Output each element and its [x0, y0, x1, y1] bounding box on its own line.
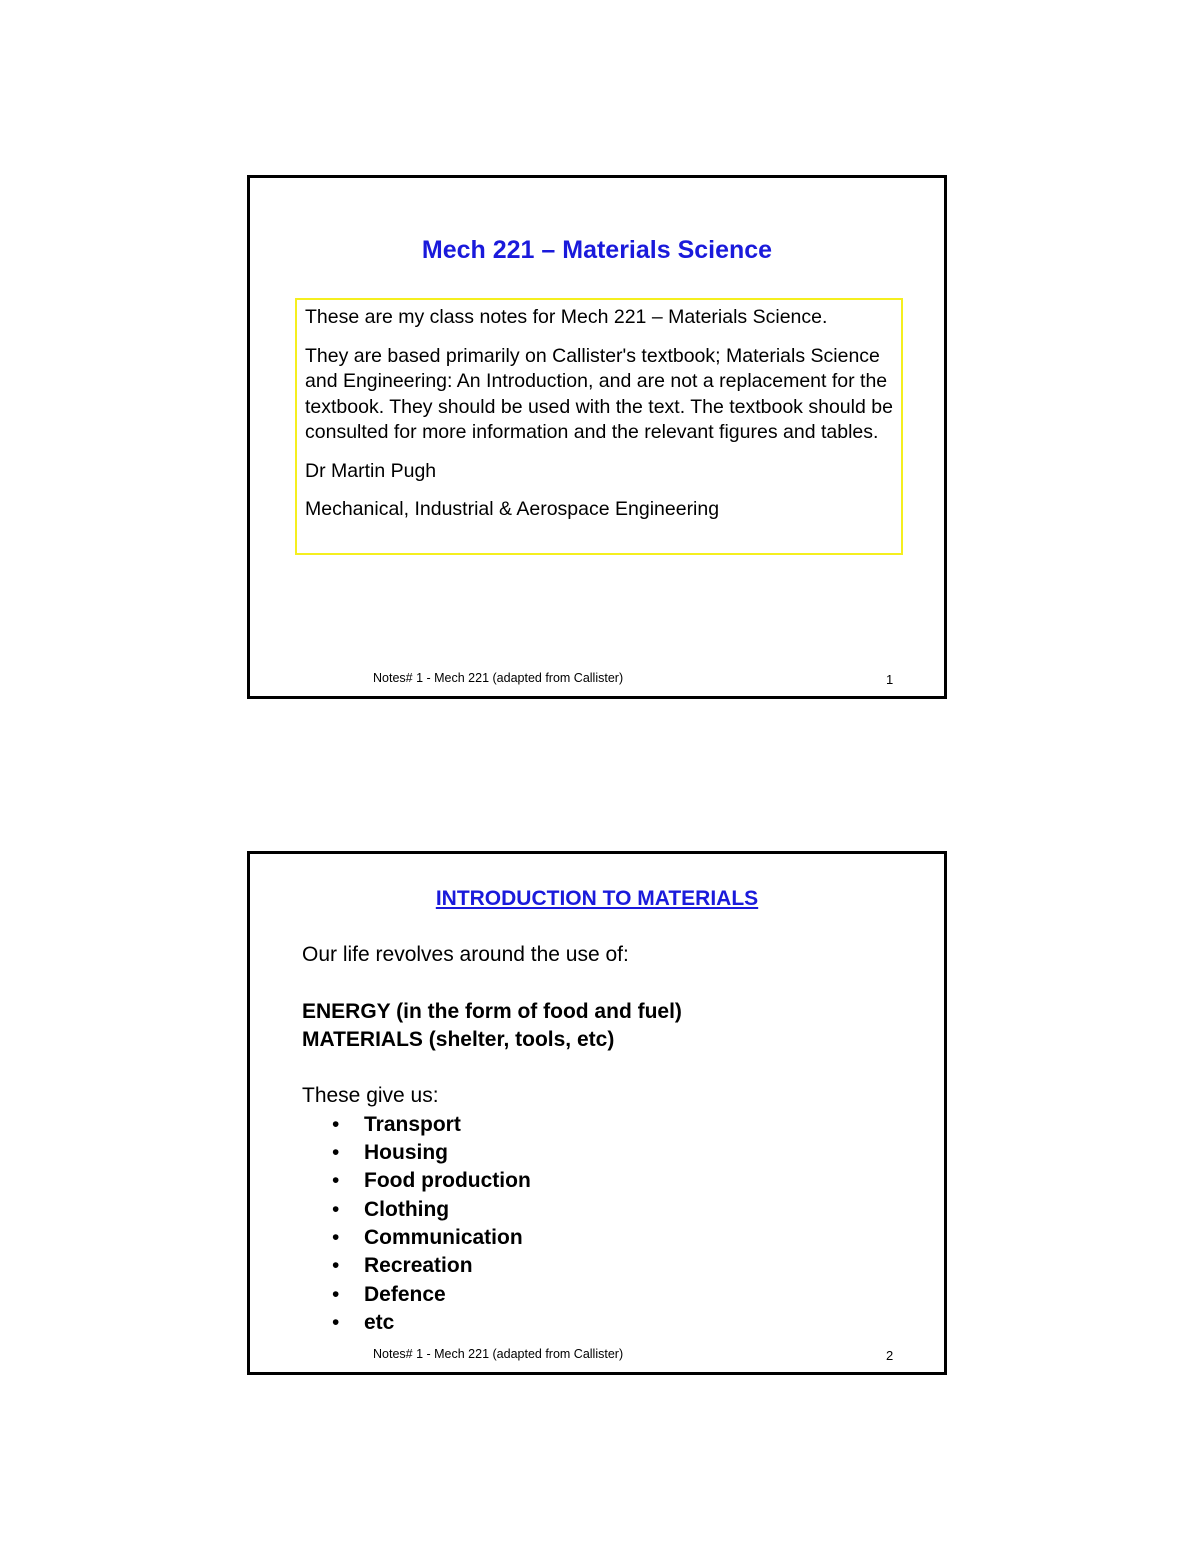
list-item	[332, 1224, 682, 1252]
list-item	[332, 1111, 682, 1139]
bullet-icon: •	[332, 1225, 340, 1249]
intro-line: Our life revolves around the use of:	[302, 943, 629, 966]
list-item	[332, 1196, 682, 1224]
slide-2-content	[302, 941, 682, 1337]
bullet-icon: •	[332, 1197, 340, 1221]
list-item	[332, 1252, 682, 1280]
list-item	[332, 1281, 682, 1309]
slide-1-page-number: 1	[886, 672, 894, 687]
list-item-label: Housing	[364, 1141, 448, 1165]
list-item-label: Communication	[364, 1225, 523, 1249]
bullet-icon: •	[332, 1310, 340, 1334]
slide-2-title: INTRODUCTION TO MATERIALS	[435, 887, 759, 910]
bullet-icon: •	[332, 1282, 340, 1306]
list-item-label: etc	[364, 1310, 395, 1334]
list-item	[332, 1139, 682, 1167]
list-item-label: Transport	[364, 1112, 461, 1136]
list-item	[332, 1309, 682, 1337]
spacer	[302, 969, 682, 997]
intro-text-box	[295, 298, 903, 555]
slide-2-footer: Notes# 1 - Mech 221 (adapted from Callister)	[373, 1347, 624, 1361]
author-name: Dr Martin Pugh	[305, 459, 437, 482]
give-line: These give us:	[302, 1084, 439, 1108]
energy-line: ENERGY (in the form of food and fuel)	[302, 999, 682, 1023]
list-item-label: Recreation	[364, 1254, 473, 1278]
slide-1-footer: Notes# 1 - Mech 221 (adapted from Callister)	[373, 671, 624, 685]
list-item-label: Food production	[364, 1169, 531, 1193]
materials-line: MATERIALS (shelter, tools, etc)	[302, 1027, 615, 1051]
bullet-icon: •	[332, 1254, 340, 1278]
slide-1-title: Mech 221 – Materials Science	[421, 236, 773, 264]
slide-2	[247, 851, 947, 1375]
bullet-icon: •	[332, 1169, 340, 1193]
list-item-label: Clothing	[364, 1197, 450, 1221]
bullet-icon: •	[332, 1112, 340, 1136]
benefits-list	[302, 1111, 682, 1337]
spacer	[302, 1054, 682, 1082]
intro-paragraph-1: These are my class notes for Mech 221 – Materials Science.	[305, 306, 828, 328]
author-department: Mechanical, Industrial & Aerospace Engineering	[305, 498, 720, 520]
list-item	[332, 1167, 682, 1195]
list-item-label: Defence	[364, 1282, 446, 1306]
slide-2-page-number: 2	[886, 1348, 894, 1363]
slide-1	[247, 175, 947, 699]
bullet-icon: •	[332, 1141, 340, 1165]
intro-paragraph-2: They are based primarily on Callister's textbook; Materials Science and Engineering: An Introduction, and are not a replacement for the textbook. They should be used with the text. The textbook should be consulted for more information and the relevant figures and tables.	[305, 344, 893, 443]
